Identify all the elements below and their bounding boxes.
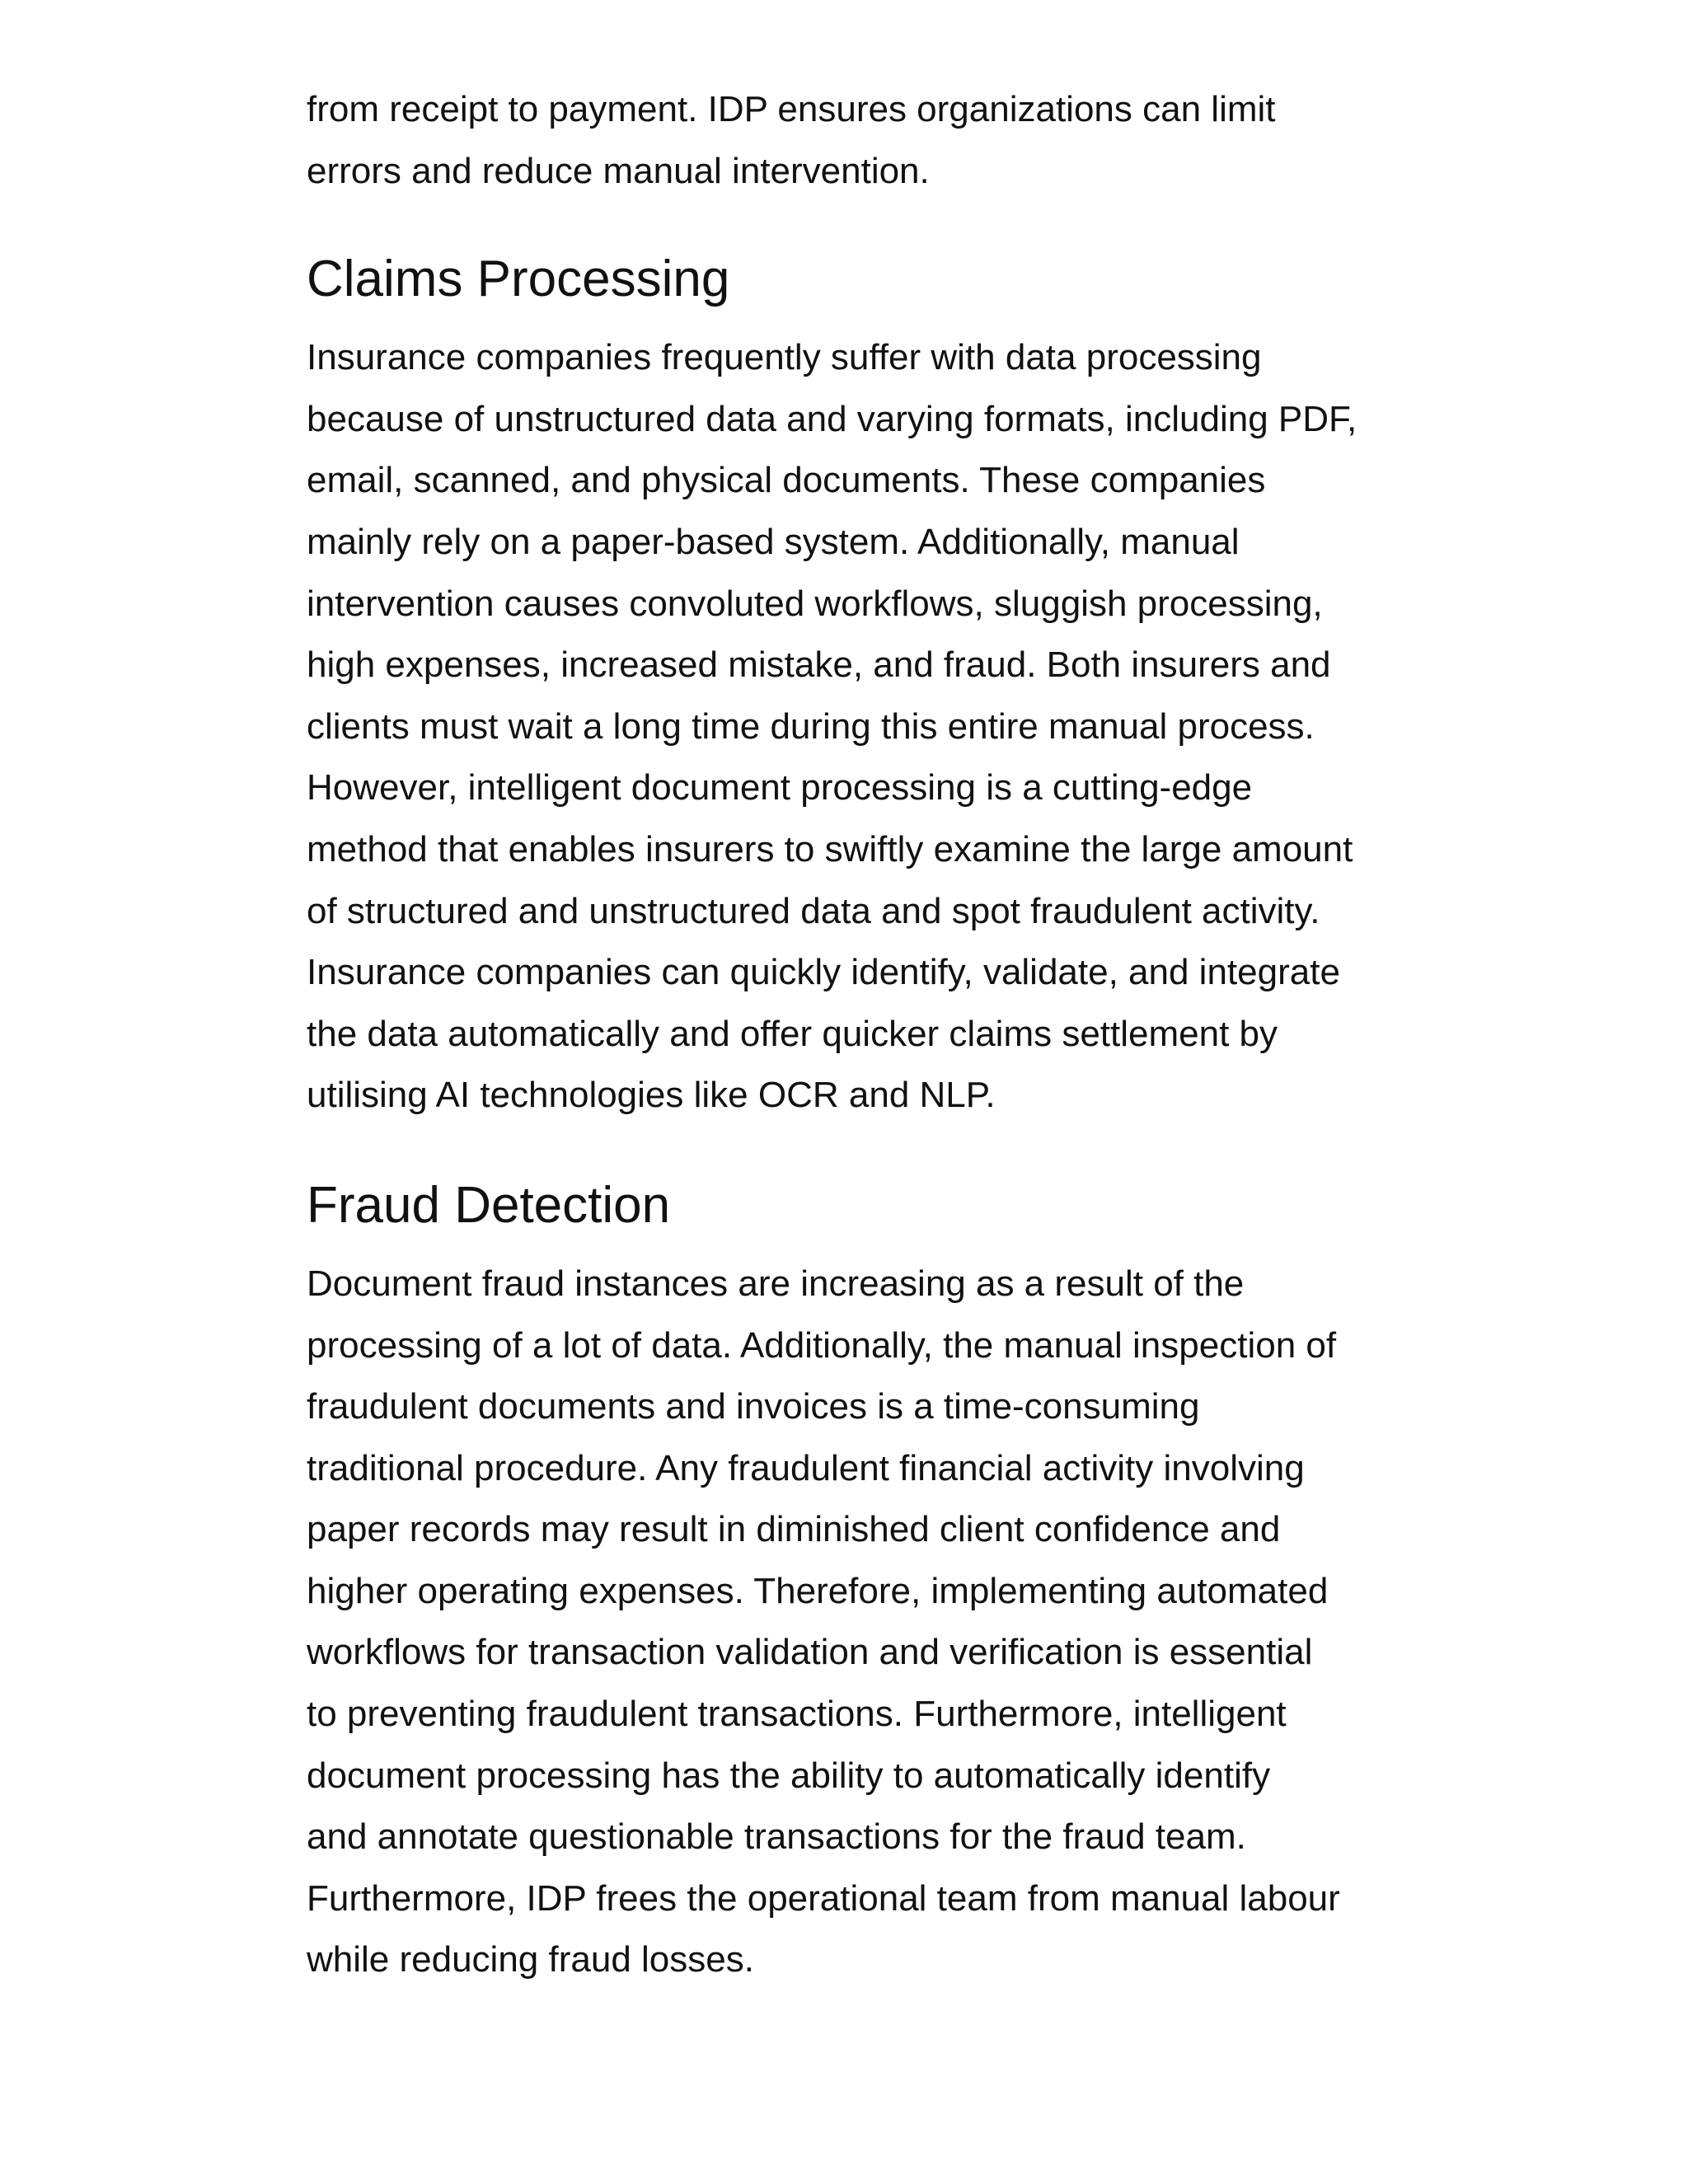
section-heading-fraud-detection: Fraud Detection bbox=[307, 1176, 671, 1234]
paragraph-line: mainly rely on a paper-based system. Additionally, manual bbox=[307, 521, 1240, 562]
paragraph-line: Furthermore, IDP frees the operational team from manual labour bbox=[307, 1877, 1340, 1919]
paragraph-line: fraudulent documents and invoices is a time-consuming bbox=[307, 1386, 1200, 1427]
paragraph-line: intervention causes convoluted workflows, sluggish processing, bbox=[307, 583, 1323, 624]
paragraph-line: Insurance companies can quickly identify, validate, and integrate bbox=[307, 952, 1340, 993]
claims-processing-paragraph bbox=[307, 327, 1395, 1127]
document-page bbox=[307, 79, 1395, 1991]
paragraph-line: workflows for transaction validation and verification is essential bbox=[307, 1632, 1313, 1673]
paragraph-line: Insurance companies frequently suffer with data processing bbox=[307, 337, 1262, 378]
paragraph-line: paper records may result in diminished client confidence and bbox=[307, 1509, 1281, 1550]
paragraph-line: higher operating expenses. Therefore, implementing automated bbox=[307, 1570, 1329, 1611]
intro-paragraph bbox=[307, 79, 1395, 202]
paragraph-line: and annotate questionable transactions for the fraud team. bbox=[307, 1816, 1246, 1858]
paragraph-line: utilising AI technologies like OCR and NLP. bbox=[307, 1075, 996, 1116]
paragraph-line: while reducing fraud losses. bbox=[307, 1939, 754, 1980]
fraud-detection-paragraph bbox=[307, 1254, 1395, 1991]
paragraph-line: method that enables insurers to swiftly examine the large amount bbox=[307, 828, 1353, 869]
paragraph-line: errors and reduce manual intervention. bbox=[307, 150, 930, 191]
section-heading-claims-processing: Claims Processing bbox=[307, 251, 730, 308]
paragraph-line: from receipt to payment. IDP ensures organizations can limit bbox=[307, 89, 1276, 129]
paragraph-line: However, intelligent document processing is a cutting-edge bbox=[307, 767, 1253, 808]
paragraph-line: because of unstructured data and varying formats, including PDF, bbox=[307, 398, 1357, 439]
paragraph-line: to preventing fraudulent transactions. Furthermore, intelligent bbox=[307, 1694, 1287, 1735]
paragraph-line: traditional procedure. Any fraudulent financial activity involving bbox=[307, 1447, 1305, 1488]
paragraph-line: document processing has the ability to automatically identify bbox=[307, 1755, 1271, 1796]
paragraph-line: the data automatically and offer quicker claims settlement by bbox=[307, 1013, 1278, 1054]
paragraph-line: of structured and unstructured data and spot fraudulent activity. bbox=[307, 890, 1320, 931]
paragraph-line: processing of a lot of data. Additionally, the manual inspection of bbox=[307, 1324, 1337, 1366]
paragraph-line: email, scanned, and physical documents. These companies bbox=[307, 460, 1266, 501]
paragraph-line: clients must wait a long time during this entire manual process. bbox=[307, 705, 1315, 747]
paragraph-line: high expenses, increased mistake, and fraud. Both insurers and bbox=[307, 644, 1331, 686]
paragraph-line: Document fraud instances are increasing as a result of the bbox=[307, 1263, 1245, 1304]
